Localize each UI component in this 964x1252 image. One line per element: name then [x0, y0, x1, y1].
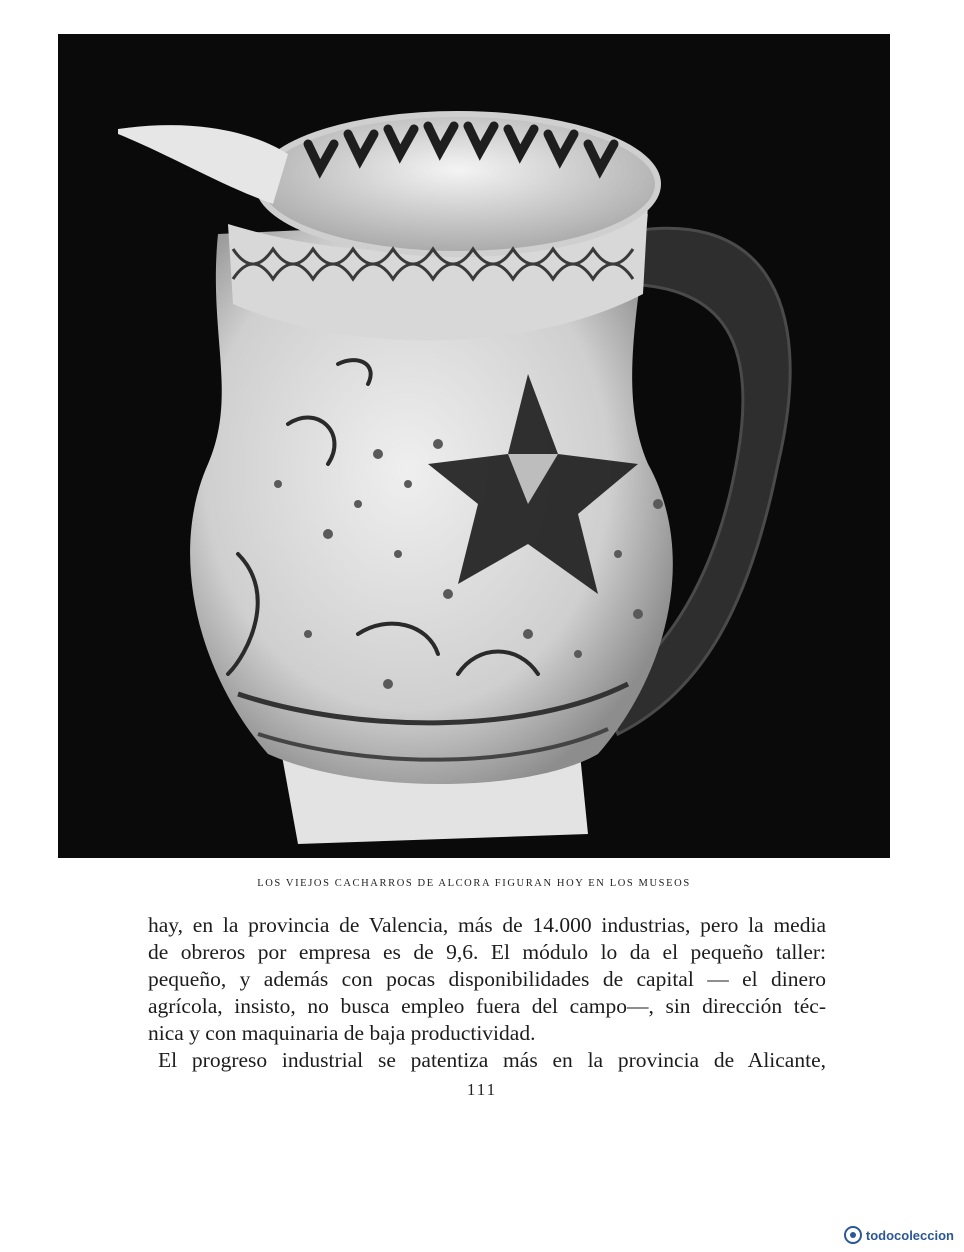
photo-caption: LOS VIEJOS CACHARROS DE ALCORA FIGURAN HOY EN LOS MUSEOS — [257, 878, 691, 889]
text-line: pequeño, y además con pocas disponibilidades de capital — el dinero — [148, 967, 826, 991]
jug-photograph — [58, 34, 890, 858]
text-line: agrícola, insisto, no busca empleo fuera del campo—, sin dirección téc- — [148, 994, 826, 1018]
watermark — [844, 1226, 954, 1244]
text-line: El progreso industrial se patentiza más en la provincia de Alicante, — [158, 1048, 826, 1072]
text-line: hay, en la provincia de Valencia, más de 14.000 industrias, pero la media — [148, 913, 826, 937]
page-number: 111 — [466, 1080, 498, 1099]
text-line: de obreros por empresa es de 9,6. El módulo lo da el pequeño taller: — [148, 940, 826, 964]
body-paragraph — [148, 912, 826, 1074]
text-line: nica y con maquinaria de baja productividad. — [148, 1021, 536, 1045]
watermark-text: todocoleccion — [865, 1227, 954, 1243]
watermark-logo-icon — [844, 1226, 862, 1244]
ceramic-jug-image — [58, 34, 890, 858]
